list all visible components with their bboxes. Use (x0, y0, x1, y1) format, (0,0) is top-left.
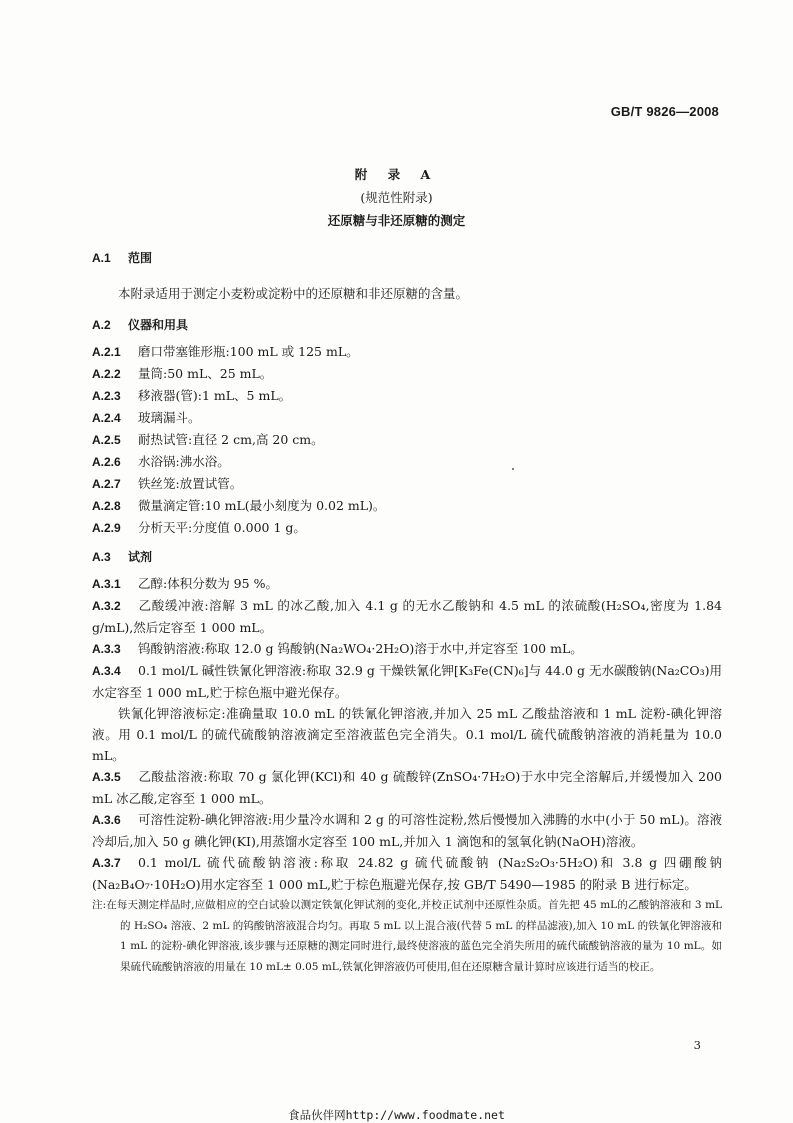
list-item (92, 660, 722, 703)
item-text: 0.1 mol/L 碱性铁氰化钾溶液:称取 32.9 g 干燥铁氰化钾[K₃Fe(CN)₆]与 44.0 g 无水碳酸钠(Na₂CO₃)用水定容至 1 000 mL,贮于棕色瓶中避光保存。 (92, 663, 722, 700)
instrument-list (92, 341, 722, 539)
list-item (92, 852, 722, 895)
item-number: A.2.9 (92, 521, 121, 535)
section-number: A.1 (92, 251, 111, 265)
item-number: A.2.4 (92, 411, 121, 425)
item-text: 分析天平:分度值 0.000 1 g。 (138, 520, 306, 535)
list-item (92, 451, 722, 473)
section-title: 试剂 (128, 550, 153, 564)
item-number: A.3.1 (92, 577, 121, 591)
item-number: A.3.3 (92, 642, 121, 656)
annex-type: (规范性附录) (360, 190, 433, 205)
item-number: A.3.2 (92, 599, 121, 613)
item-number: A.2.1 (92, 345, 121, 359)
item-number: A.3.4 (92, 664, 121, 678)
item-text: 乙醇:体积分数为 95 %。 (138, 576, 278, 591)
item-text: 0.1 mol/L 硫代硫酸钠溶液:称取 24.82 g 硫代硫酸钠 (Na₂S₂O₃·5H₂O)和 3.8 g 四硼酸钠(Na₂B₄O₇·10H₂O)用水定容至 1 000 mL,贮于棕色瓶避光保存,按 GB/T 5490—1985 的附录 B 进行标定。 (92, 855, 722, 892)
section-title: 范围 (128, 251, 153, 265)
list-item (92, 766, 722, 809)
annex-heading: 附 录 A (354, 167, 439, 182)
list-item (92, 385, 722, 407)
section-title: 仪器和用具 (128, 318, 189, 332)
section-number: A.3 (92, 550, 111, 564)
item-number: A.2.5 (92, 433, 121, 447)
note: 注:在每天测定样品时,应做相应的空白试验以测定铁氰化钾试剂的变化,并校正试剂中还原性杂质。首先把 45 mL的乙酸钠溶液和 3 mL 的 H₂SO₄ 溶液、2 mL 的钨酸钠溶液混合均匀。再取 5 mL 以上混合液(代替 5 mL 的样品滤液),加入 10 mL 的铁氰化钾溶液和 1 mL 的淀粉-碘化钾溶液,该步骤与还原糖的测定同时进行,最终使溶液的蓝色完全消失所用的硫代硫酸钠溶液的量为 10 mL。如果硫代硫酸钠溶液的用量在 10 mL± 0.05 mL,铁氰化钾溶液仍可使用,但在还原糖含量计算时应该进行适当的校正。 (92, 899, 722, 973)
item-text: 水浴锅:沸水浴。 (138, 454, 230, 469)
item-text: 钨酸钠溶液:称取 12.0 g 钨酸钠(Na₂WO₄·2H₂O)溶于水中,并定容至 100 mL。 (138, 641, 583, 656)
list-item (92, 638, 722, 660)
list-item (92, 429, 722, 451)
list-item (92, 341, 722, 363)
item-text: 玻璃漏斗。 (138, 410, 201, 425)
item-text: 微量滴定管:10 mL(最小刻度为 0.02 mL)。 (138, 498, 386, 513)
item-number: A.2.2 (92, 367, 121, 381)
item-text: 可溶性淀粉-碘化钾溶液:用少量冷水调和 2 g 的可溶性淀粉,然后慢慢加入沸腾的水中(小于 50 mL)。溶液冷却后,加入 50 g 碘化钾(KI),用蒸馏水定容至 100 mL,并加入 1 滴饱和的氢氧化钠(NaOH)溶液。 (92, 812, 722, 849)
item-number: A.2.7 (92, 477, 121, 491)
list-item (92, 495, 722, 517)
footer-watermark: 食品伙伴网http://www.foodmate.net (288, 1108, 505, 1122)
item-text: 量筒:50 mL、25 mL。 (138, 366, 273, 381)
item-number: A.3.7 (92, 856, 121, 870)
section-heading (92, 249, 722, 266)
scan-speck (512, 468, 514, 470)
reagent-list (92, 573, 722, 977)
section-a3 (92, 548, 722, 565)
item-number: A.3.6 (92, 813, 121, 827)
item-number: A.2.8 (92, 499, 121, 513)
item-text: 乙酸盐溶液:称取 70 g 氯化钾(KCl)和 40 g 硫酸锌(ZnSO₄·7H₂O)于水中完全溶解后,并缓慢加入 200 mL 冰乙酸,定容至 1 000 mL。 (92, 769, 722, 806)
list-item (92, 809, 722, 852)
list-item (92, 595, 722, 638)
item-text: 乙酸缓冲液:溶解 3 mL 的冰乙酸,加入 4.1 g 的无水乙酸钠和 4.5 mL 的浓硫酸(H₂SO₄,密度为 1.84 g/mL),然后定容至 1 000 mL。 (92, 598, 722, 635)
list-item (92, 363, 722, 385)
item-number: A.2.6 (92, 455, 121, 469)
section-number: A.2 (92, 318, 111, 332)
item-number: A.3.5 (92, 770, 121, 784)
section-heading (92, 548, 722, 565)
item-text: 铁丝笼:放置试管。 (138, 476, 243, 491)
section-a1 (92, 249, 722, 266)
item-text: 磨口带塞锥形瓶:100 mL 或 125 mL。 (138, 344, 359, 359)
section-heading (92, 316, 722, 333)
page-number: 3 (693, 1038, 701, 1052)
list-item (92, 407, 722, 429)
item-text: 移液器(管):1 mL、5 mL。 (138, 388, 292, 403)
list-item (92, 573, 722, 595)
list-item (92, 473, 722, 495)
standard-code: GB/T 9826—2008 (610, 104, 719, 119)
item-number: A.2.3 (92, 389, 121, 403)
section-a2 (92, 316, 722, 333)
scope-text: 本附录适用于测定小麦粉或淀粉中的还原糖和非还原糖的含量。 (118, 286, 469, 301)
list-item (92, 517, 722, 539)
item-text: 耐热试管:直径 2 cm,高 20 cm。 (138, 432, 324, 447)
annex-title: 还原糖与非还原糖的测定 (327, 213, 466, 228)
calibration-text: 铁氰化钾溶液标定:准确量取 10.0 mL 的铁氰化钾溶液,并加入 25 mL 乙酸盐溶液和 1 mL 淀粉-碘化钾溶液。用 0.1 mol/L 的硫代硫酸钠溶液滴定至溶液蓝色完全消失。0.1 mol/L 硫代硫酸钠溶液的消耗量为 10.0 mL。 (92, 706, 722, 763)
